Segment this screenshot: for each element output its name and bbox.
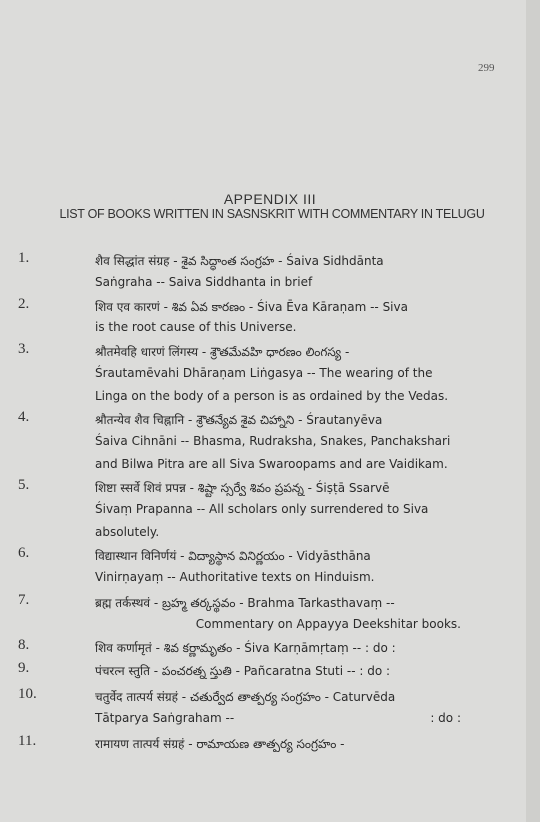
- item-line: Vinirṇayaṃ -- Authoritative texts on Hinduism.: [95, 570, 375, 584]
- item-number: 6.: [18, 545, 30, 561]
- item-line: चतुर्वेद तात्पर्य संग्रहं - చతుర్వేద తాత్పర్య సంగ్రహం - Caturvēda: [95, 690, 396, 704]
- item-line: ब्रह्म तर्कस्थवं - బ్రహ్మ తర్కస్థవం - Brahma Tarkasthavaṃ --: [95, 596, 395, 610]
- item-line: absolutely.: [95, 525, 160, 539]
- item-line: Śivaṃ Prapanna -- All scholars only surrendered to Siva: [95, 502, 429, 516]
- item-number: 7.: [18, 592, 30, 608]
- item-line: शिव कर्णामृतं - శివ కర్ణామృతం - Śiva Karṇāmṛtaṃ -- : do :: [95, 641, 396, 655]
- item-line: Tātparya Saṅgraham --: [95, 711, 235, 725]
- item-line: पंचरत्न स्तुति - పంచరత్న స్తుతి - Pañcaratna Stuti -- : do :: [95, 664, 391, 678]
- item-number: 11.: [18, 733, 37, 749]
- appendix-subtitle: LIST OF BOOKS WRITTEN IN SASNSKRIT WITH COMMENTARY IN TELUGU: [59, 207, 485, 221]
- item-line: श्रौतन्येव शैव चिह्नानि - శ్రౌతన్యేవ శైవ చిహ్నాని - Śrautanyēva: [95, 413, 383, 427]
- item-line: Saṅgraha -- Saiva Siddhanta in brief: [95, 275, 313, 289]
- item-line: रामायण तात्पर्य संग्रहं - రామాయణ తాత్పర్య సంగ్రహం -: [95, 737, 345, 751]
- item-number: 5.: [18, 477, 30, 493]
- item-line: : do :: [430, 711, 461, 725]
- page-edge: [526, 0, 540, 822]
- item-line: शैव सिद्धांत संग्रह - శైవ సిద్ధాంత సంగ్రహ - Śaiva Sidhdānta: [95, 254, 384, 268]
- item-line: विद्यास्थान विनिर्णयं - విద్యాస్థాన వినిర్ణయం - Vidyāsthāna: [95, 549, 371, 563]
- item-line: Commentary on Appayya Deekshitar books.: [195, 617, 461, 631]
- item-number: 4.: [18, 409, 30, 425]
- item-number: 1.: [18, 250, 30, 266]
- item-line: शिष्टा स्सर्वे शिवं प्रपन्न - శిష్టా స్సర్వే శివం ప్రపన్న - Śiṣṭā Ssarvē: [95, 481, 390, 495]
- item-line: and Bilwa Pitra are all Siva Swaroopams and are Vaidikam.: [95, 457, 448, 471]
- item-line: is the root cause of this Universe.: [95, 320, 297, 334]
- item-line: श्रौतमेवहि धारणं लिंगस्य - శ్రౌతమేవహి ధారణం లింగస్య -: [95, 345, 350, 359]
- item-number: 2.: [18, 296, 30, 312]
- item-number: 9.: [18, 660, 30, 676]
- item-line: Śaiva Cihnāni -- Bhasma, Rudraksha, Snakes, Panchakshari: [95, 434, 451, 448]
- item-line: शिव एव कारणं - శివ ఏవ కారణం - Śiva Ēva Kāraṇam -- Siva: [95, 300, 408, 314]
- item-line: Śrautamēvahi Dhāraṇam Liṅgasya -- The wearing of the: [95, 366, 433, 380]
- item-line: Linga on the body of a person is as ordained by the Vedas.: [95, 389, 449, 403]
- item-number: 8.: [18, 637, 30, 653]
- item-number: 3.: [18, 341, 30, 357]
- page-number: 299: [478, 62, 495, 74]
- item-number: 10.: [18, 686, 37, 702]
- appendix-title: APPENDIX III: [223, 191, 317, 207]
